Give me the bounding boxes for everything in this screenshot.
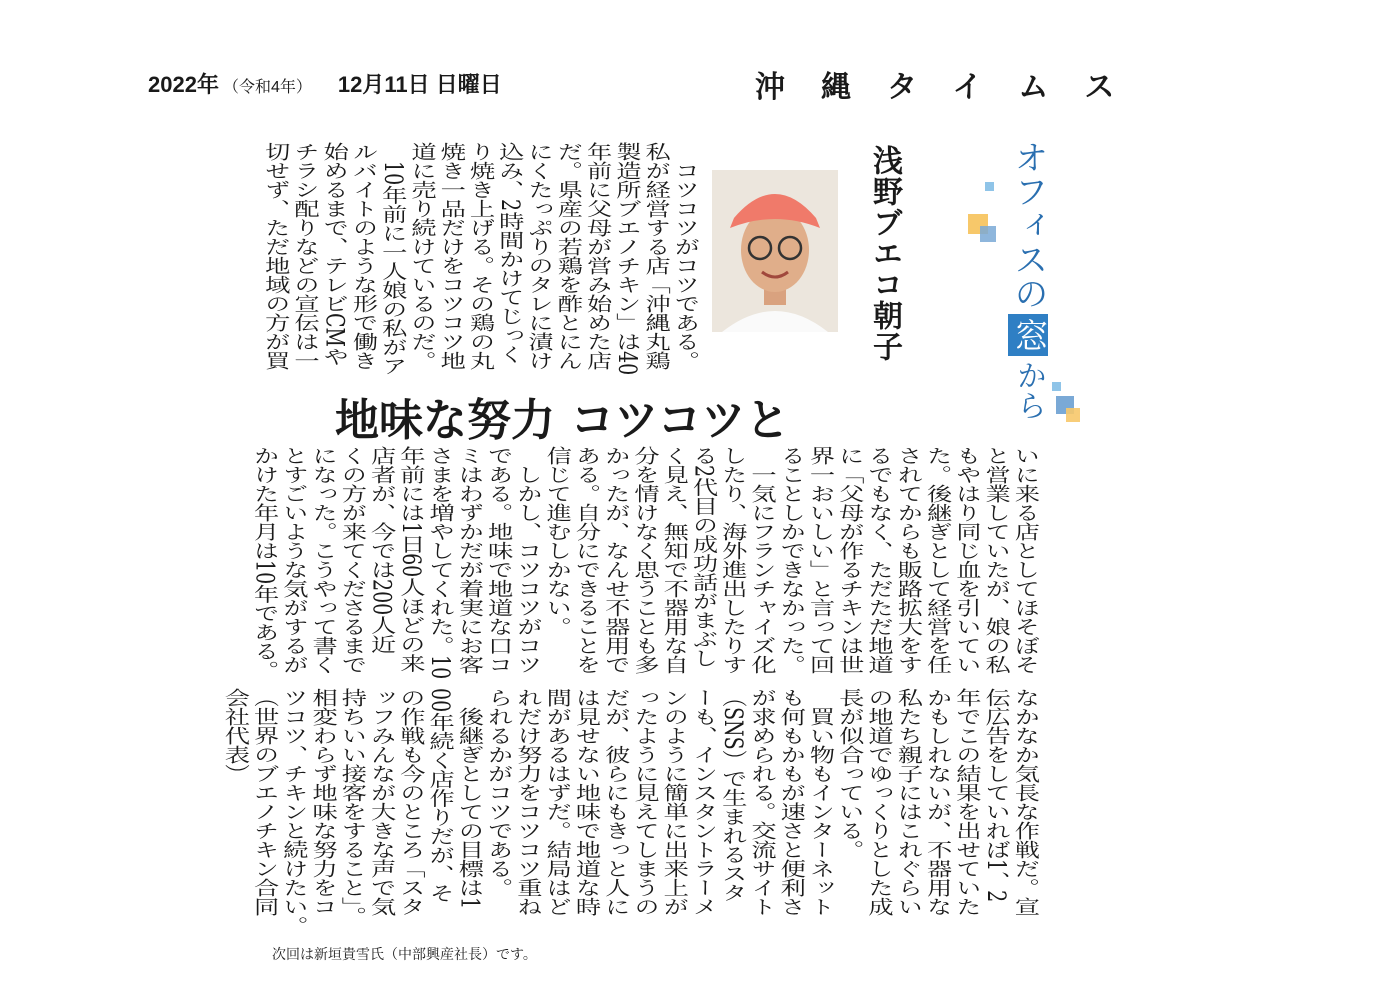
- article-line: （世界のブエノチキン合同: [249, 688, 280, 916]
- author-photo: [712, 170, 838, 332]
- column-title-part1: オフィスの: [1008, 140, 1048, 310]
- article-line: （SNS）で生まれるスタ: [718, 688, 748, 902]
- article-line: 信じて進むしかない。: [542, 446, 572, 636]
- article-line: チラシ配りなどの宣伝は一: [290, 142, 320, 370]
- author-name: 浅野ブエコ朝子: [867, 145, 902, 362]
- article-line: 私たち親子にはこれぐらい: [893, 688, 923, 916]
- article-line: 込み、2時間かけてじっく: [495, 142, 525, 364]
- newspaper-name: 沖縄タイムス: [755, 70, 1151, 105]
- article-line: とすごいような気がするが: [279, 446, 309, 674]
- date-day: 12月11日 日曜日: [337, 72, 502, 97]
- article-line: ることしかできなかった。: [776, 446, 806, 674]
- article-lower-block: [221, 688, 1040, 935]
- article-line: かけた年月は10年である。: [249, 446, 280, 680]
- publication-date: [148, 68, 502, 99]
- article-upper-block: [261, 142, 700, 375]
- article-line: 切せず、ただ地域の方が買: [261, 142, 291, 370]
- article-line: の作戦も今のところ「スタ: [396, 688, 426, 916]
- article-line: ッフみんなが大きな声で気: [367, 688, 397, 916]
- article-line: もやはり同じ血を引いてい: [952, 446, 982, 674]
- column-title-logo: [1008, 140, 1048, 420]
- article-line: 会社代表）: [220, 688, 250, 783]
- article-line: 長が似合っている。: [835, 688, 865, 859]
- article-line: は見せない地味で地道な時: [571, 688, 602, 916]
- article-line: 買い物もインターネット: [805, 688, 836, 916]
- decor-square: [1066, 408, 1080, 422]
- article-line: り焼き上げる。その鶏の丸: [465, 142, 496, 370]
- column-title-part2: から: [1011, 360, 1046, 420]
- article-line: ある。自分にできることを: [571, 446, 602, 674]
- article-line: れだけ努力をコツコツ重ね: [513, 688, 543, 916]
- article-line: かったが、なんせ不器用で: [601, 446, 631, 674]
- article-line: になった。こうやって書く: [308, 446, 338, 674]
- article-line: かもしれないが、不器用な: [922, 688, 953, 916]
- article-line: さまを増やしてくれた。10: [425, 446, 455, 680]
- article-line: だ。県産の若鶏を酢とにん: [553, 142, 583, 370]
- article-line: ミはわずかだが着実にお客: [454, 446, 485, 674]
- era-year: （令和4年）: [222, 79, 312, 96]
- article-line: ったように見えてしまうの: [630, 688, 660, 916]
- article-line: 界一おいしい」と言って回: [805, 446, 836, 674]
- article-line: 持ちいい接客をすること」。: [337, 688, 368, 926]
- decor-square: [980, 226, 996, 242]
- article-line: いに来る店としてほそぼそ: [1010, 446, 1040, 674]
- article-line: 私が経営する店「沖縄丸鶏: [641, 142, 671, 370]
- article-line: しかし、コツコツがコツ: [513, 446, 543, 674]
- article-line: 伝広告をしていれば1、2: [981, 688, 1011, 903]
- headline: 地味な努力 コツコツと: [335, 395, 790, 446]
- article-line: である。地味で地道な口コ: [484, 446, 514, 674]
- column-title-window: 窓: [1008, 314, 1048, 356]
- decor-square: [1052, 382, 1061, 391]
- article-line: にくたっぷりのタレに漬け: [524, 142, 554, 370]
- article-line: ンのように簡単に出来上が: [659, 688, 689, 916]
- year: 2022年: [148, 72, 219, 97]
- article-line: 年でこの結果を出せていた: [952, 688, 982, 916]
- article-line: た。後継ぎとして経営を任: [922, 446, 953, 674]
- article-line: に「父母が作るチキンは世: [835, 446, 865, 674]
- article-line: 始めるまで、テレビCMや: [319, 142, 349, 366]
- article-line: 間があるはずだ。結局はど: [542, 688, 572, 916]
- article-line: くの方が来てくださるまで: [337, 446, 368, 674]
- article-line: 相変わらず地味な努力をコ: [308, 688, 338, 916]
- article-line: 後継ぎとしての目標は1: [454, 688, 485, 910]
- article-middle-block: [250, 446, 1040, 679]
- article-line: られるかがコツである。: [484, 688, 514, 897]
- article-line: 製造所ブエノチキン」は40: [612, 142, 642, 376]
- article-line: る2代目の成功話がまぶし: [688, 446, 719, 668]
- article-line: ツコツ、チキンと続けたい。: [279, 688, 309, 935]
- article-line: が求められる。交流サイト: [747, 688, 777, 916]
- article-line: 00年続く店作りだが、そ: [425, 688, 455, 903]
- article-line: も何もかもが速さと便利さ: [776, 688, 806, 916]
- article-line: と営業していたが、娘の私: [981, 446, 1011, 674]
- article-line: だが、彼らにもきっと人に: [601, 688, 631, 916]
- article-line: なかなか気長な作戦だ。宣: [1010, 688, 1040, 916]
- article-line: の地道でゆっくりとした成: [864, 688, 894, 916]
- article-line: 焼き一品だけをコツコツ地: [436, 142, 466, 370]
- article-line: 年前には1日60人ほどの来: [396, 446, 426, 673]
- article-line: 店者が、今では200人近: [367, 446, 397, 654]
- article-line: 分を情けなく思うことも多: [630, 446, 660, 674]
- article-line: されてからも販路拡大をす: [893, 446, 923, 674]
- next-column-note: 次回は新垣貴雪氏（中部興産社長）です。: [272, 947, 537, 963]
- decor-square: [985, 182, 994, 191]
- article-line: ルバイトのような形で働き: [348, 142, 379, 370]
- article-line: ーも、インスタントラーメ: [688, 688, 719, 916]
- article-line: 10年前に一人娘の私がア: [378, 142, 408, 376]
- article-line: 道に売り続けているのだ。: [407, 142, 437, 370]
- article-line: 年前に父母が営み始めた店: [582, 142, 613, 370]
- article-line: く見え、無知で不器用な自: [659, 446, 689, 674]
- article-line: コツコツがコツである。: [670, 142, 700, 370]
- article-line: 一気にフランチャイズ化: [747, 446, 777, 674]
- article-line: したり、海外進出したりす: [718, 446, 748, 674]
- article-line: るでもなく、ただただ地道: [864, 446, 894, 674]
